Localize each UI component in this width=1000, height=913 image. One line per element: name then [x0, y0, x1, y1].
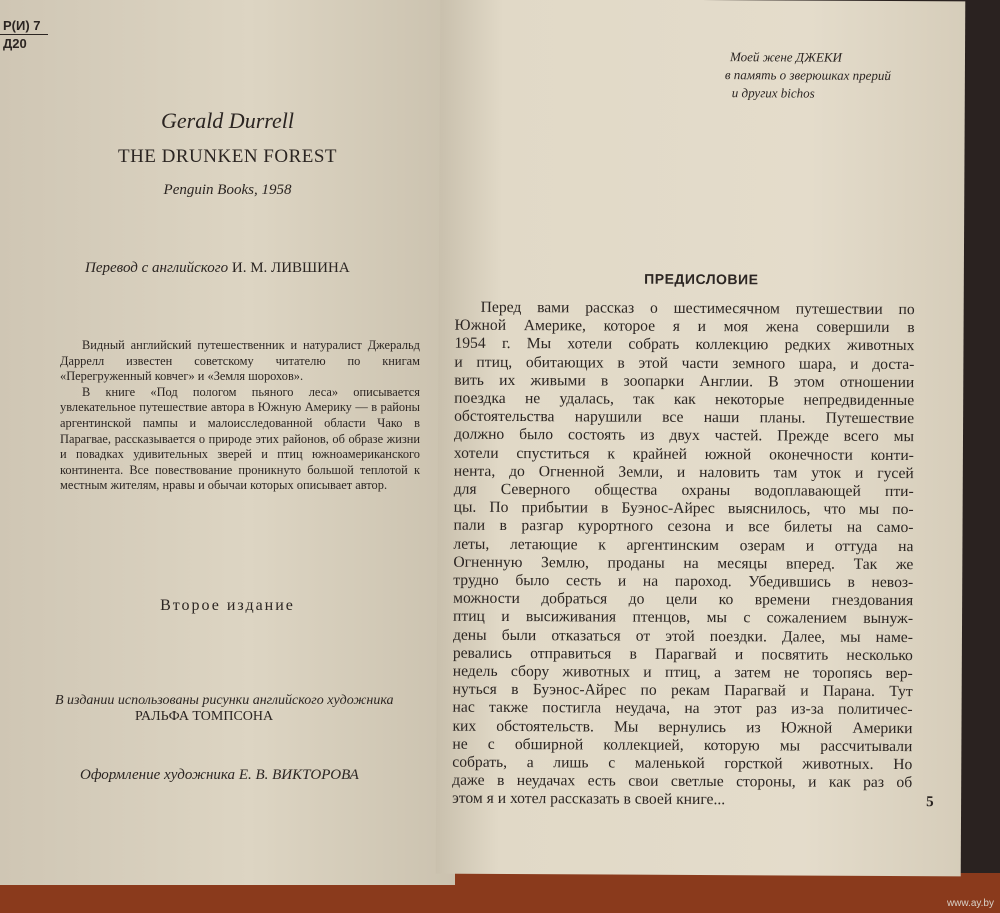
text-line: леты, летающие к аргентинским озерам и оттуда на — [453, 535, 914, 555]
illustrator-name: РАЛЬФА ТОМПСОНА — [135, 709, 274, 724]
text-line: Перед вами рассказ о шестимесячном путешествии по — [480, 298, 915, 319]
text-line: нента, до Огненной Земли, и наловить там уток и гусей — [453, 462, 914, 482]
text-line: для Северного общества охраны водоплавающей пти- — [453, 480, 914, 501]
text-line: цы. По прибытии в Буэнос-Айрес выяснилось, что мы по- — [453, 498, 914, 519]
text-line: должно было состоять из двух частей. Прежде всего мы — [453, 426, 915, 446]
translator-prefix: Перевод с английского — [85, 260, 229, 276]
library-code-top: Р(И) 7 — [3, 18, 41, 33]
text-line: птиц и высиживания птенцов, мы с сожалением вынуж- — [453, 608, 914, 628]
text-line: этом я и хотел рассказать в своей книге... — [452, 790, 726, 809]
original-author: Gerald Durrell — [160, 108, 294, 133]
library-code-bottom: Д20 — [3, 36, 27, 51]
library-code-divider — [0, 34, 48, 35]
text-line: Южной Америке, которое я и моя жена совершили в — [454, 316, 915, 337]
design-credit — [80, 767, 359, 784]
translator-name: И. М. ЛИВШИНА — [231, 260, 350, 276]
watermark: www.ay.by — [946, 898, 994, 909]
original-title: THE DRUNKEN FOREST — [117, 146, 338, 167]
text-line: недель сбору животных и птиц, а затем не торопясь вер- — [452, 662, 913, 683]
text-line: нас также постигла неудача, на этот раз из-за политичес- — [452, 699, 913, 719]
illustrations-credit — [55, 693, 445, 725]
text-line: обстоятельства нарушили все наши планы. Путешествие — [454, 407, 915, 428]
annotation — [60, 338, 420, 494]
page-number: 5 — [926, 794, 934, 811]
text-line: не с обширной коллекцией, которую мы рассчитывали — [452, 735, 913, 755]
text-line: нуться в Буэнос-Айрес по рекам Парагвай и Парана. Тут — [452, 680, 913, 701]
original-publisher: Penguin Books, 1958 — [163, 182, 292, 198]
text-line: дены были отказаться от этой поездки. Далее, мы наме- — [452, 626, 914, 646]
text-line: поездка не удалась, так как некоторые непредвиденные — [454, 389, 915, 410]
illustrations-credit-line: В издании использованы рисунки английского художника — [55, 693, 394, 708]
preface-text — [452, 299, 915, 811]
text-line: можности добраться до цели ко времени гнездования — [453, 589, 914, 610]
design-prefix: Оформление художника — [80, 767, 236, 783]
preface-heading: ПРЕДИСЛОВИЕ — [644, 270, 759, 288]
text-line: собрать, а лишь с маленькой горсткой животных. Но — [452, 753, 913, 774]
text-line: и птиц, обитающих в этой части земного шара, и доста- — [454, 353, 915, 373]
dedication-line: и других bichos — [731, 85, 815, 101]
text-line: Огненную Землю, проданы на месяцы вперед. Так же — [453, 553, 914, 573]
text-line: ревались отправиться в Парагвай и посвятить несколько — [452, 644, 913, 664]
text-line: хотели спуститься к крайней южной оконечности конти- — [453, 444, 914, 464]
designer-name: Е. В. ВИКТОРОВА — [238, 767, 359, 783]
annotation-paragraph: Видный английский путешественник и натуралист Джеральд Даррелл известен советскому читателю по книгам «Перегруженный ковчег» и «Земля шорохов». — [60, 338, 420, 384]
text-line: ких обстоятельств. Мы вернулись из Южной Америки — [452, 717, 913, 737]
dedication-line: Моей жене ДЖЕКИ — [729, 49, 843, 65]
dedication — [725, 48, 910, 103]
translator-credit — [85, 260, 350, 277]
left-page — [0, 0, 455, 885]
edition-label: Второе издание — [160, 597, 295, 614]
text-line: вить их живыми в зоопарки Англии. В этом отношении — [454, 371, 915, 391]
text-line: даже в неудачах есть свои светлые стороны, и как раз об — [452, 771, 913, 792]
dedication-line: в память о зверюшках прерий — [724, 67, 891, 83]
annotation-paragraph: В книге «Под пологом пьяного леса» описывается увлекательное путешествие автора в Южную Америку — в районы аргентинской пампы и малоисследованной области Чако в Парагвае, рассказывается о природе этих районов, об образе жизни и повадках удивительных зверей и птиц южноамериканского континента. Все повествование проникнуто большой теплотой к местным жителям, нравы и обычаи которых описывает автор. — [60, 384, 420, 493]
text-line: 1954 г. Мы хотели собрать коллекцию редких животных — [454, 335, 915, 355]
right-page — [436, 0, 966, 876]
text-line: трудно было сесть и на пароход. Убедившись в невоз- — [453, 571, 914, 592]
text-line: пали в разгар курортного сезона и все билеты на само- — [453, 517, 914, 537]
